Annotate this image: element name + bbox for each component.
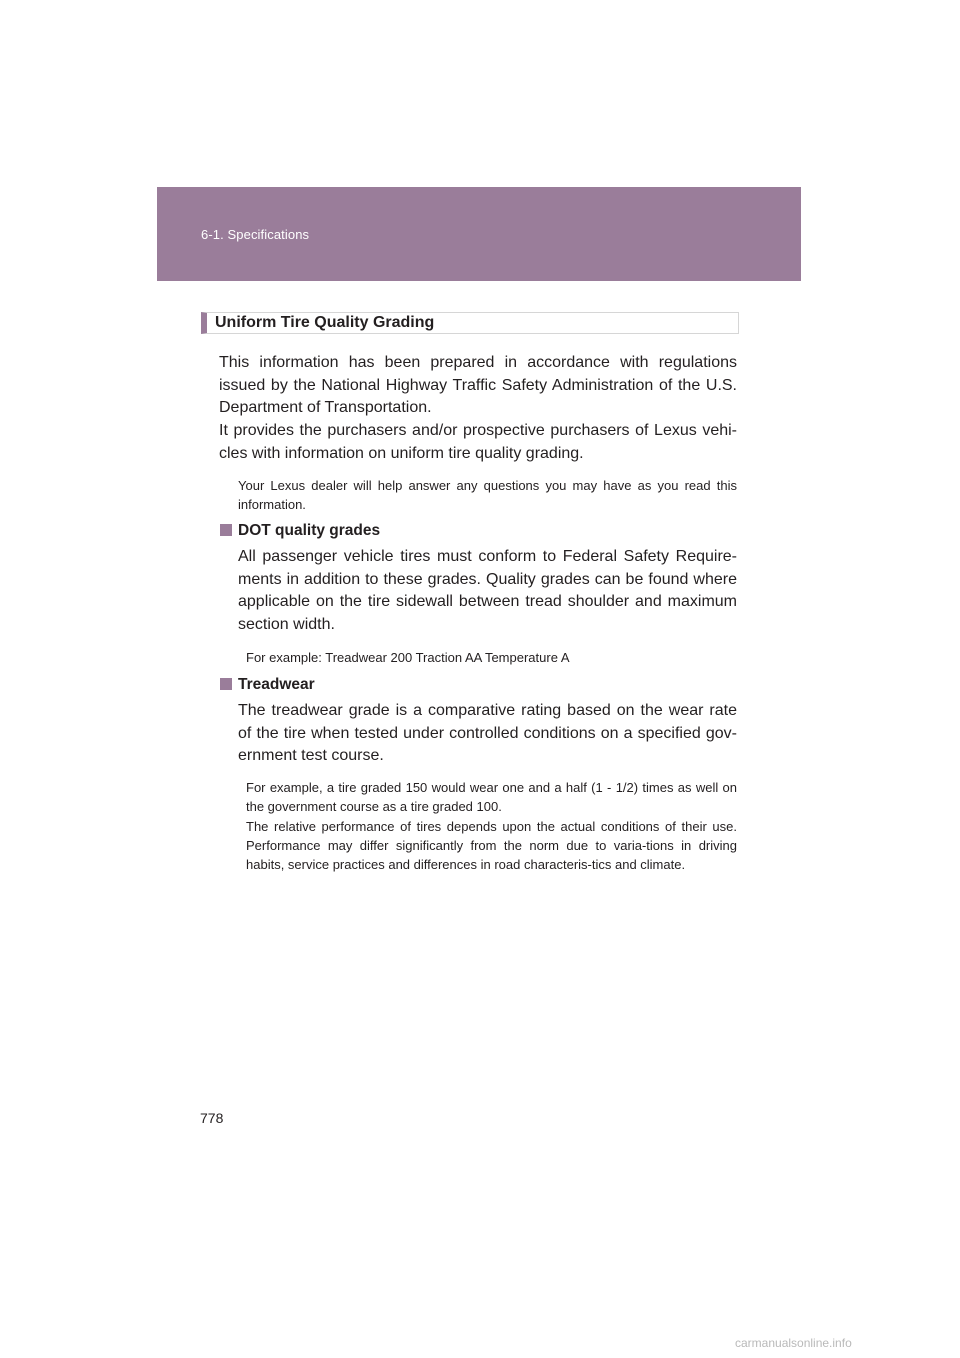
intro-paragraph: This information has been prepared in accordance with regulations issued by the National Highway Traffic Safety Administration of the U.S. Department of Transportation. <box>219 354 737 416</box>
watermark: carmanualsonline.info <box>735 1336 852 1350</box>
dot-quality-grades-example: For example: Treadwear 200 Traction AA Temperature A <box>246 650 570 665</box>
section-label: 6-1. Specifications <box>201 227 310 242</box>
treadwear-body: The treadwear grade is a comparative rating based on the wear rate of the tire when tested under controlled conditions on a specified gov-ernment test course. <box>238 702 737 764</box>
square-bullet-icon <box>220 524 232 536</box>
dot-quality-grades-title: DOT quality grades <box>238 522 381 539</box>
treadwear-example: For example, a tire graded 150 would wear one and a half (1 - 1/2) times as well on the government course as a tire graded 100. <box>246 780 737 814</box>
dot-quality-grades-body: All passenger vehicle tires must conform to Federal Safety Require-ments in addition to these grades. Quality grades can be found where applicable on the tire sidewall between tread shoulder and maximum section width. <box>238 548 737 633</box>
section-header-band <box>157 187 801 281</box>
intro-paragraph-2: It provides the purchasers and/or prospective purchasers of Lexus vehi-cles with information on uniform tire quality grading. <box>219 422 737 462</box>
treadwear-title: Treadwear <box>238 676 315 693</box>
topic-heading-text: Uniform Tire Quality Grading <box>215 314 435 331</box>
dot-quality-grades-heading <box>220 522 380 540</box>
square-bullet-icon <box>220 678 232 690</box>
dealer-note: Your Lexus dealer will help answer any questions you may have as you read this information. <box>238 478 737 512</box>
page-number: 778 <box>200 1110 224 1126</box>
topic-heading <box>201 312 739 334</box>
treadwear-heading <box>220 676 315 694</box>
treadwear-performance-note: The relative performance of tires depends upon the actual conditions of their use. Performance may differ significantly from the norm due to varia-tions in driving habits, service practices and differences in road characteris-tics and climate. <box>246 819 737 872</box>
